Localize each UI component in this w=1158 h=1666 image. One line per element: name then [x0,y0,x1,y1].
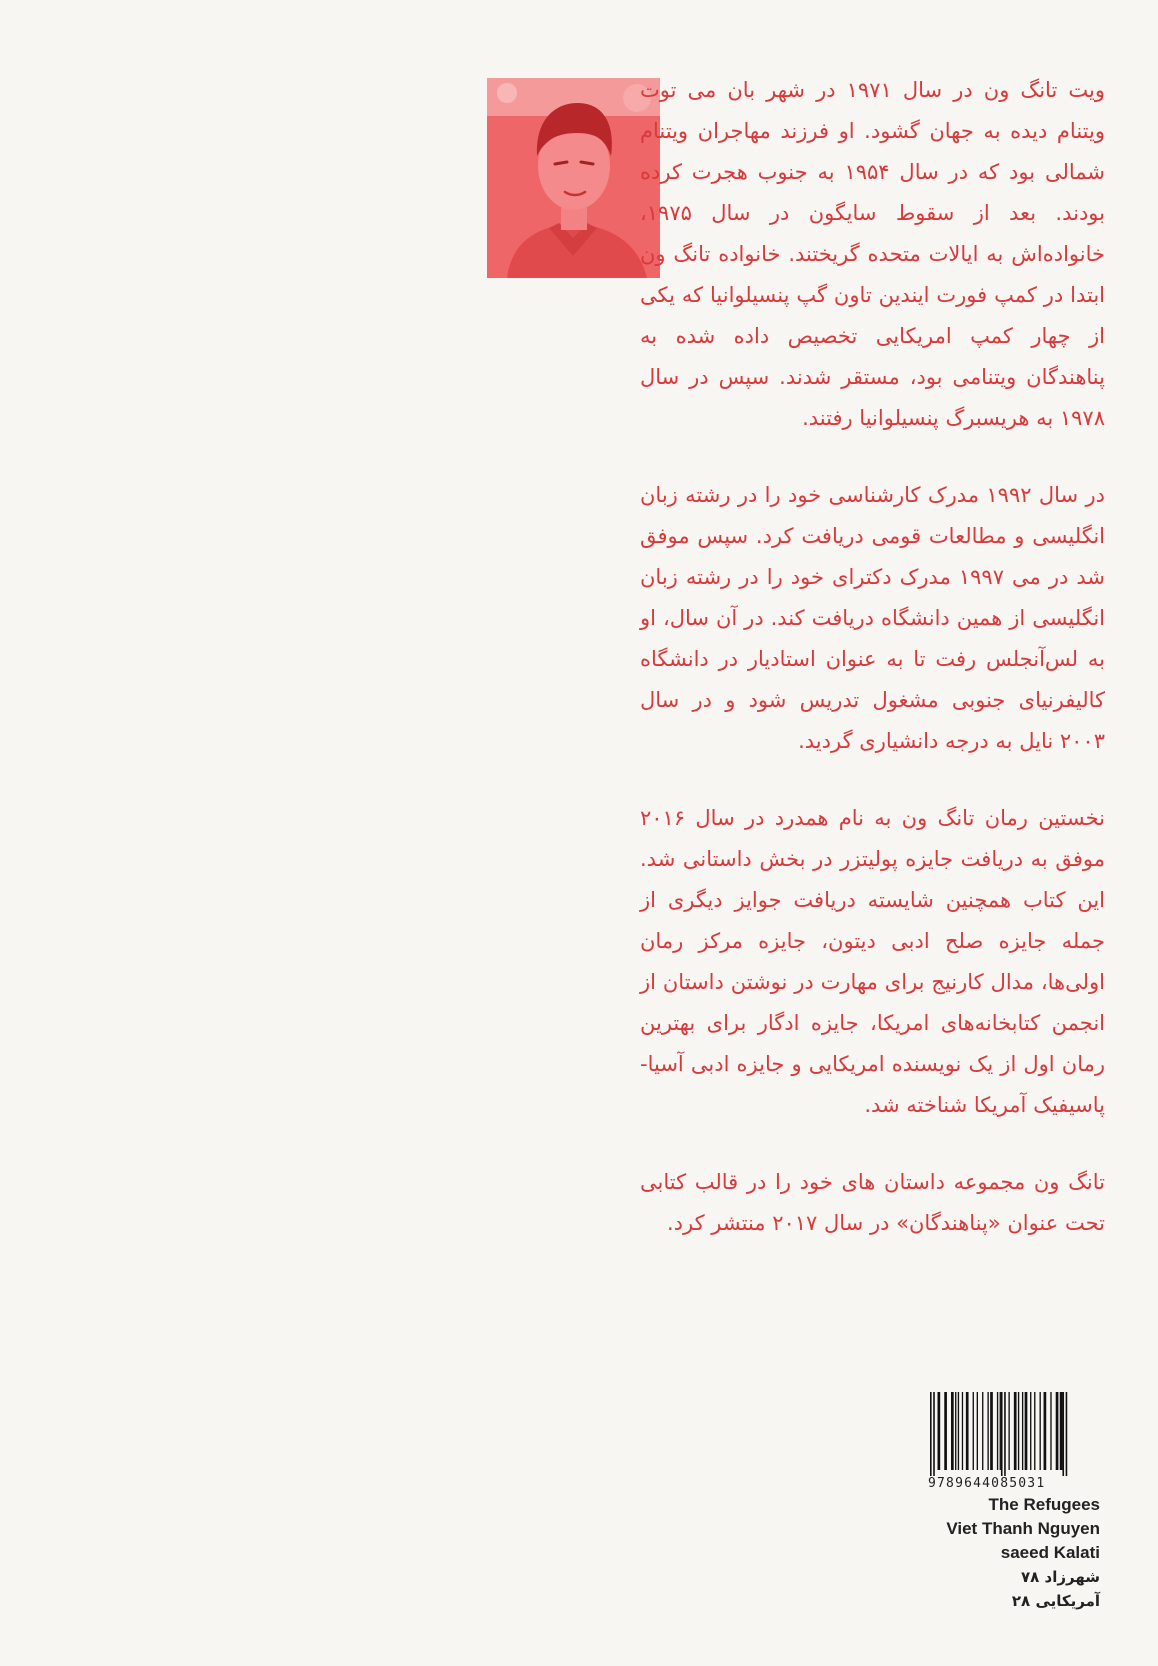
barcode-icon [928,1392,1103,1476]
author-photo [487,78,660,278]
series-label-1: شهرزاد ۷۸ [1021,1568,1100,1586]
bio-paragraph-4: تانگ ون مجموعه داستان های خود را در قالب کتابی تحت عنوان «پناهندگان» در سال ۲۰۱۷ منتشر کرد. [640,1170,1105,1235]
author-portrait-icon [487,78,660,278]
bio-paragraph-2: در سال ۱۹۹۲ مدرک کارشناسی خود را در رشته زبان انگلیسی و مطالعات قومی دریافت کرد. سپس موفق شد در می ۱۹۹۷ مدرک دکترای خود را در رشته زبان انگلیسی از همین دانشگاه دریافت کند. در آن سال، او به لس‌آنجلس رفت تا به عنوان استادیار در دانشگاه کالیفرنیای جنوبی مشغول تدریس شود و در سال ۲۰۰۳ نایل به درجه دانشیاری گردید. [640,483,1106,753]
bio-paragraph-3: نخستین رمان تانگ ون به نام همدرد در سال ۲۰۱۶ موفق به دریافت جایزه پولیتزر در بخش داستانی شد. این کتاب همچنین شایسته دریافت جوایز دیگری از جمله جایزه صلح ادبی دیتون، جایزه مرکز رمان اولی‌ها، مدال کارنیج برای مهارت در نوشتن داستان از انجمن کتابخانه‌های امریکا، جایزه ادگار برای بهترین رمان اول از یک نویسنده امریکایی و جایزه ادبی آسیا-پاسیفیک آمریکا شناخته شد. [640,806,1105,1117]
series-label-2: آمریکایی ۲۸ [1011,1592,1100,1610]
bio-paragraph-1: ویت تانگ ون در سال ۱۹۷۱ در شهر بان می توت ویتنام دیده به جهان گشود. او فرزند مهاجران ویتنام شمالی بود که در سال ۱۹۵۴ به جنوب هجرت کرده بودند. بعد از سقوط سایگون در سال ۱۹۷۵، خانواده‌اش به ایالات متحده گریختند. خانواده تانگ ون ابتدا در کمپ فورت ایندین تاون گپ پنسیلوانیا که یکی از چهار کمپ امریکایی تخصیص داده شده به پناهندگان ویتنامی بود، مستقر شدند. سپس در سال ۱۹۷۸ به هریسبرگ پنسیلوانیا رفتند. [640,78,1105,430]
book-title: The Refugees [988,1495,1100,1514]
author-bio [640,70,1105,1280]
barcode-block [928,1392,1103,1491]
book-author: Viet Thanh Nguyen [946,1519,1100,1538]
isbn-number: 9789644085031 [928,1476,1046,1491]
book-info [946,1493,1100,1613]
book-translator: saeed Kalati [1000,1543,1100,1562]
